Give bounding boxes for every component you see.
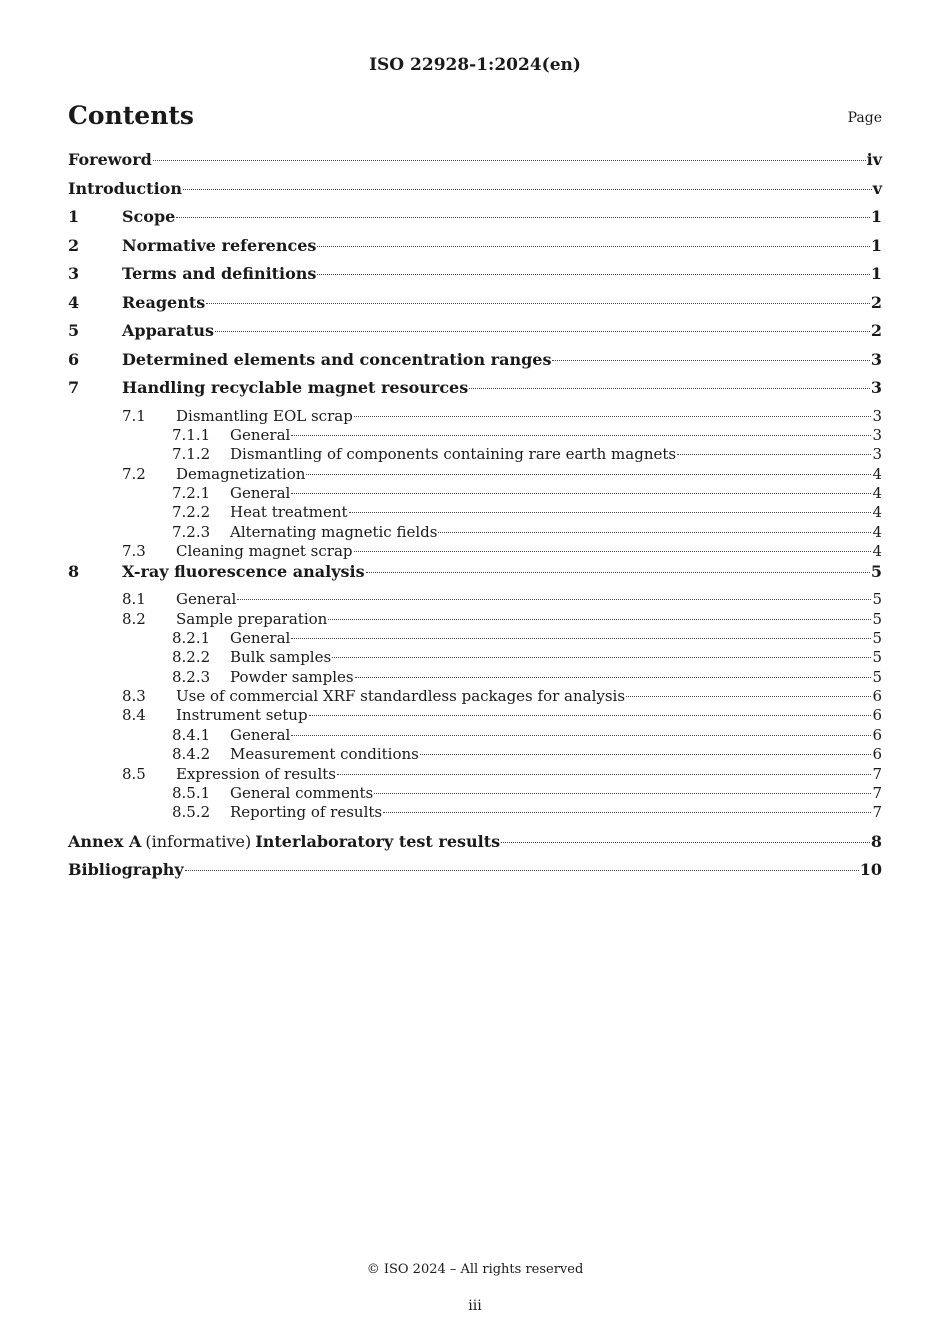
toc-entry-page: 4 [872, 503, 882, 522]
toc-entry-number: 7 [68, 378, 80, 397]
toc-entry-8-4-2[interactable] [68, 745, 882, 764]
toc-entry-title: Introduction [68, 178, 182, 198]
toc-entry-title: Dismantling EOL scrap [176, 406, 353, 425]
toc-entry-7-2[interactable] [68, 465, 882, 484]
toc-entry-bibliography[interactable] [68, 860, 882, 889]
toc-entry-title: Normative references [122, 235, 317, 255]
dot-leader [677, 454, 871, 455]
dot-leader [366, 572, 870, 573]
toc-entry-number: 8 [68, 561, 80, 581]
toc-entry-page: 6 [872, 745, 882, 764]
toc-entry-title: Apparatus [122, 321, 214, 340]
toc-entry-title: X-ray fluorescence analysis [122, 561, 365, 581]
toc-entry-page: 3 [870, 378, 882, 397]
toc-entry-title: Scope [122, 207, 176, 226]
toc-entry-8-3[interactable] [68, 687, 882, 706]
dot-leader [438, 532, 871, 533]
toc-entry-6[interactable] [68, 350, 882, 379]
toc-entry-7-1[interactable] [68, 407, 882, 426]
dot-leader [291, 735, 871, 736]
toc-entry-1[interactable] [68, 207, 882, 236]
toc-entry-number: 8.4.2 [172, 745, 211, 764]
toc-entry-number: 4 [68, 292, 80, 312]
toc-entry-page: 6 [872, 687, 882, 706]
annex-type: (informative) [145, 831, 252, 851]
toc-entry-title: Reagents [122, 292, 206, 312]
toc-entry-title: General [230, 725, 291, 744]
toc-entry-page: 6 [872, 706, 882, 725]
toc-entry-8-4[interactable] [68, 706, 882, 725]
toc-entry-number: 8.2.2 [172, 648, 211, 667]
toc-entry-title: Measurement conditions [230, 745, 419, 764]
toc-entry-number: 7.1.2 [172, 445, 211, 464]
toc-entry-page: 7 [872, 784, 882, 803]
toc-entry-page: 5 [872, 609, 882, 628]
toc-entry-2[interactable] [68, 236, 882, 265]
toc-entry-8-5[interactable] [68, 765, 882, 784]
toc-entry-7-1-1[interactable] [68, 426, 882, 445]
toc-entry-page: 8 [870, 831, 882, 851]
toc-entry-title: General [230, 484, 291, 503]
toc-entry-number: 8.2.3 [172, 667, 211, 686]
toc-entry-page: 4 [872, 542, 882, 561]
toc-entry-8-1[interactable] [68, 590, 882, 609]
dot-leader [501, 842, 870, 843]
toc-entry-page: 4 [872, 484, 882, 503]
toc-entry-8-2-3[interactable] [68, 668, 882, 687]
dot-leader [354, 551, 872, 552]
dot-leader [420, 754, 872, 755]
dot-leader [309, 715, 872, 716]
dot-leader [355, 677, 872, 678]
dot-leader [469, 388, 870, 389]
dot-leader [317, 246, 869, 247]
toc-entry-page: v [872, 178, 882, 198]
dot-leader [185, 870, 859, 871]
toc-entry-title: Handling recyclable magnet resources [122, 378, 469, 397]
toc-entry-title: General comments [230, 784, 374, 803]
page-column-label: Page [847, 110, 882, 126]
toc-entry-page: 1 [870, 207, 882, 226]
toc-entry-title: General [176, 590, 237, 609]
toc-entry-7[interactable] [68, 378, 882, 407]
toc-entry-title: Expression of results [176, 764, 336, 783]
toc-entry-8-4-1[interactable] [68, 726, 882, 745]
toc-entry-page: 7 [872, 803, 882, 822]
toc-entry-7-3[interactable] [68, 542, 882, 561]
toc-entry-number: 8.1 [122, 590, 146, 609]
toc-entry-page: 10 [859, 860, 882, 880]
toc-entry-number: 7.1.1 [172, 425, 211, 444]
toc-entry-7-2-1[interactable] [68, 484, 882, 503]
toc-entry-foreword[interactable] [68, 150, 882, 179]
toc-entry-title: General [230, 628, 291, 647]
toc-entry-page: 7 [872, 764, 882, 783]
toc-entry-title: Bibliography [68, 860, 184, 880]
toc-entry-number: 8.3 [122, 687, 146, 706]
toc-entry-8-5-1[interactable] [68, 784, 882, 803]
dot-leader [317, 274, 869, 275]
toc-entry-number: 8.2 [122, 609, 146, 628]
annex-label: Annex A [68, 831, 142, 851]
toc-entry-number: 1 [68, 207, 80, 226]
toc-entry-introduction[interactable] [68, 179, 882, 208]
toc-entry-title: Bulk samples [230, 648, 332, 667]
toc-entry-title: Heat treatment [230, 503, 348, 522]
dot-leader [291, 638, 871, 639]
toc-entry-number: 8.4.1 [172, 725, 211, 744]
toc-entry-page: 5 [872, 590, 882, 609]
dot-leader [215, 331, 870, 332]
dot-leader [374, 793, 871, 794]
toc-entry-title: General [230, 425, 291, 444]
toc-entry-page: 3 [870, 349, 882, 369]
table-of-contents [68, 150, 882, 889]
toc-entry-7-2-3[interactable] [68, 523, 882, 542]
toc-entry-number: 7.2 [122, 464, 146, 483]
toc-entry-title: Powder samples [230, 667, 354, 686]
toc-entry-8-2-2[interactable] [68, 648, 882, 667]
dot-leader [354, 416, 872, 417]
toc-entry-page: 6 [872, 725, 882, 744]
toc-entry-number: 6 [68, 349, 80, 369]
dot-leader [291, 435, 871, 436]
toc-entry-page: 3 [872, 445, 882, 464]
toc-entry-8-2[interactable] [68, 610, 882, 629]
toc-entry-page: 2 [870, 292, 882, 312]
toc-entry-title: Interlaboratory test results [255, 831, 501, 851]
toc-entry-number: 7.2.2 [172, 503, 211, 522]
toc-entry-number: 8.5.1 [172, 784, 211, 803]
toc-entry-number: 8.2.1 [172, 628, 211, 647]
toc-entry-page: 3 [872, 406, 882, 425]
toc-entry-title: Use of commercial XRF standardless packages for analysis [176, 687, 626, 706]
dot-leader [328, 619, 871, 620]
toc-entry-title: Determined elements and concentration ranges [122, 349, 552, 369]
toc-entry-8-5-2[interactable] [68, 803, 882, 822]
toc-entry-annex-a[interactable] [68, 832, 882, 861]
toc-entry-number: 7.1 [122, 406, 146, 425]
toc-entry-8-2-1[interactable] [68, 629, 882, 648]
toc-entry-page: 2 [870, 321, 882, 340]
toc-entry-title: Demagnetization [176, 464, 306, 483]
toc-entry-page: iv [866, 150, 882, 169]
toc-entry-page: 5 [872, 628, 882, 647]
toc-entry-3[interactable] [68, 264, 882, 293]
dot-leader [626, 696, 871, 697]
dot-leader [206, 303, 870, 304]
toc-entry-page: 4 [872, 464, 882, 483]
dot-leader [237, 599, 871, 600]
toc-entry-title: Cleaning magnet scrap [176, 542, 353, 561]
dot-leader [332, 657, 871, 658]
dot-leader [153, 160, 866, 161]
dot-leader [176, 217, 870, 218]
dot-leader [306, 474, 871, 475]
toc-entry-number: 7.2.1 [172, 484, 211, 503]
toc-entry-title: Alternating magnetic fields [230, 522, 438, 541]
toc-entry-page: 4 [872, 522, 882, 541]
toc-entry-page: 1 [870, 235, 882, 255]
contents-heading: Contents [68, 101, 195, 130]
dot-leader [291, 493, 871, 494]
toc-entry-number: 3 [68, 264, 80, 283]
toc-entry-page: 5 [872, 667, 882, 686]
toc-entry-number: 2 [68, 235, 80, 255]
document-id-header: ISO 22928-1:2024(en) [369, 55, 581, 75]
toc-entry-page: 5 [870, 561, 882, 581]
copyright-notice: © ISO 2024 – All rights reserved [366, 1262, 584, 1277]
dot-leader [337, 774, 871, 775]
dot-leader [183, 189, 872, 190]
toc-entry-title: Foreword [68, 150, 152, 169]
toc-entry-number: 8.5 [122, 764, 146, 783]
toc-entry-page: 5 [872, 648, 882, 667]
toc-entry-4[interactable] [68, 293, 882, 322]
toc-entry-title: Instrument setup [176, 706, 308, 725]
dot-leader [552, 360, 869, 361]
toc-entry-title: Dismantling of components containing rare earth magnets [230, 445, 677, 464]
toc-entry-number: 5 [68, 321, 80, 340]
dot-leader [383, 812, 871, 813]
toc-entry-title: Reporting of results [230, 803, 383, 822]
toc-entry-7-1-2[interactable] [68, 445, 882, 464]
toc-entry-number: 7.3 [122, 542, 146, 561]
toc-entry-title: Terms and definitions [122, 264, 317, 283]
toc-entry-7-2-2[interactable] [68, 503, 882, 522]
dot-leader [349, 512, 872, 513]
toc-entry-page: 3 [872, 425, 882, 444]
toc-entry-number: 7.2.3 [172, 522, 211, 541]
toc-entry-page: 1 [870, 264, 882, 283]
toc-entry-title: Sample preparation [176, 609, 328, 628]
toc-entry-8[interactable] [68, 562, 882, 591]
toc-entry-number: 8.5.2 [172, 803, 211, 822]
page-number: iii [468, 1298, 482, 1314]
toc-entry-5[interactable] [68, 321, 882, 350]
toc-entry-number: 8.4 [122, 706, 146, 725]
